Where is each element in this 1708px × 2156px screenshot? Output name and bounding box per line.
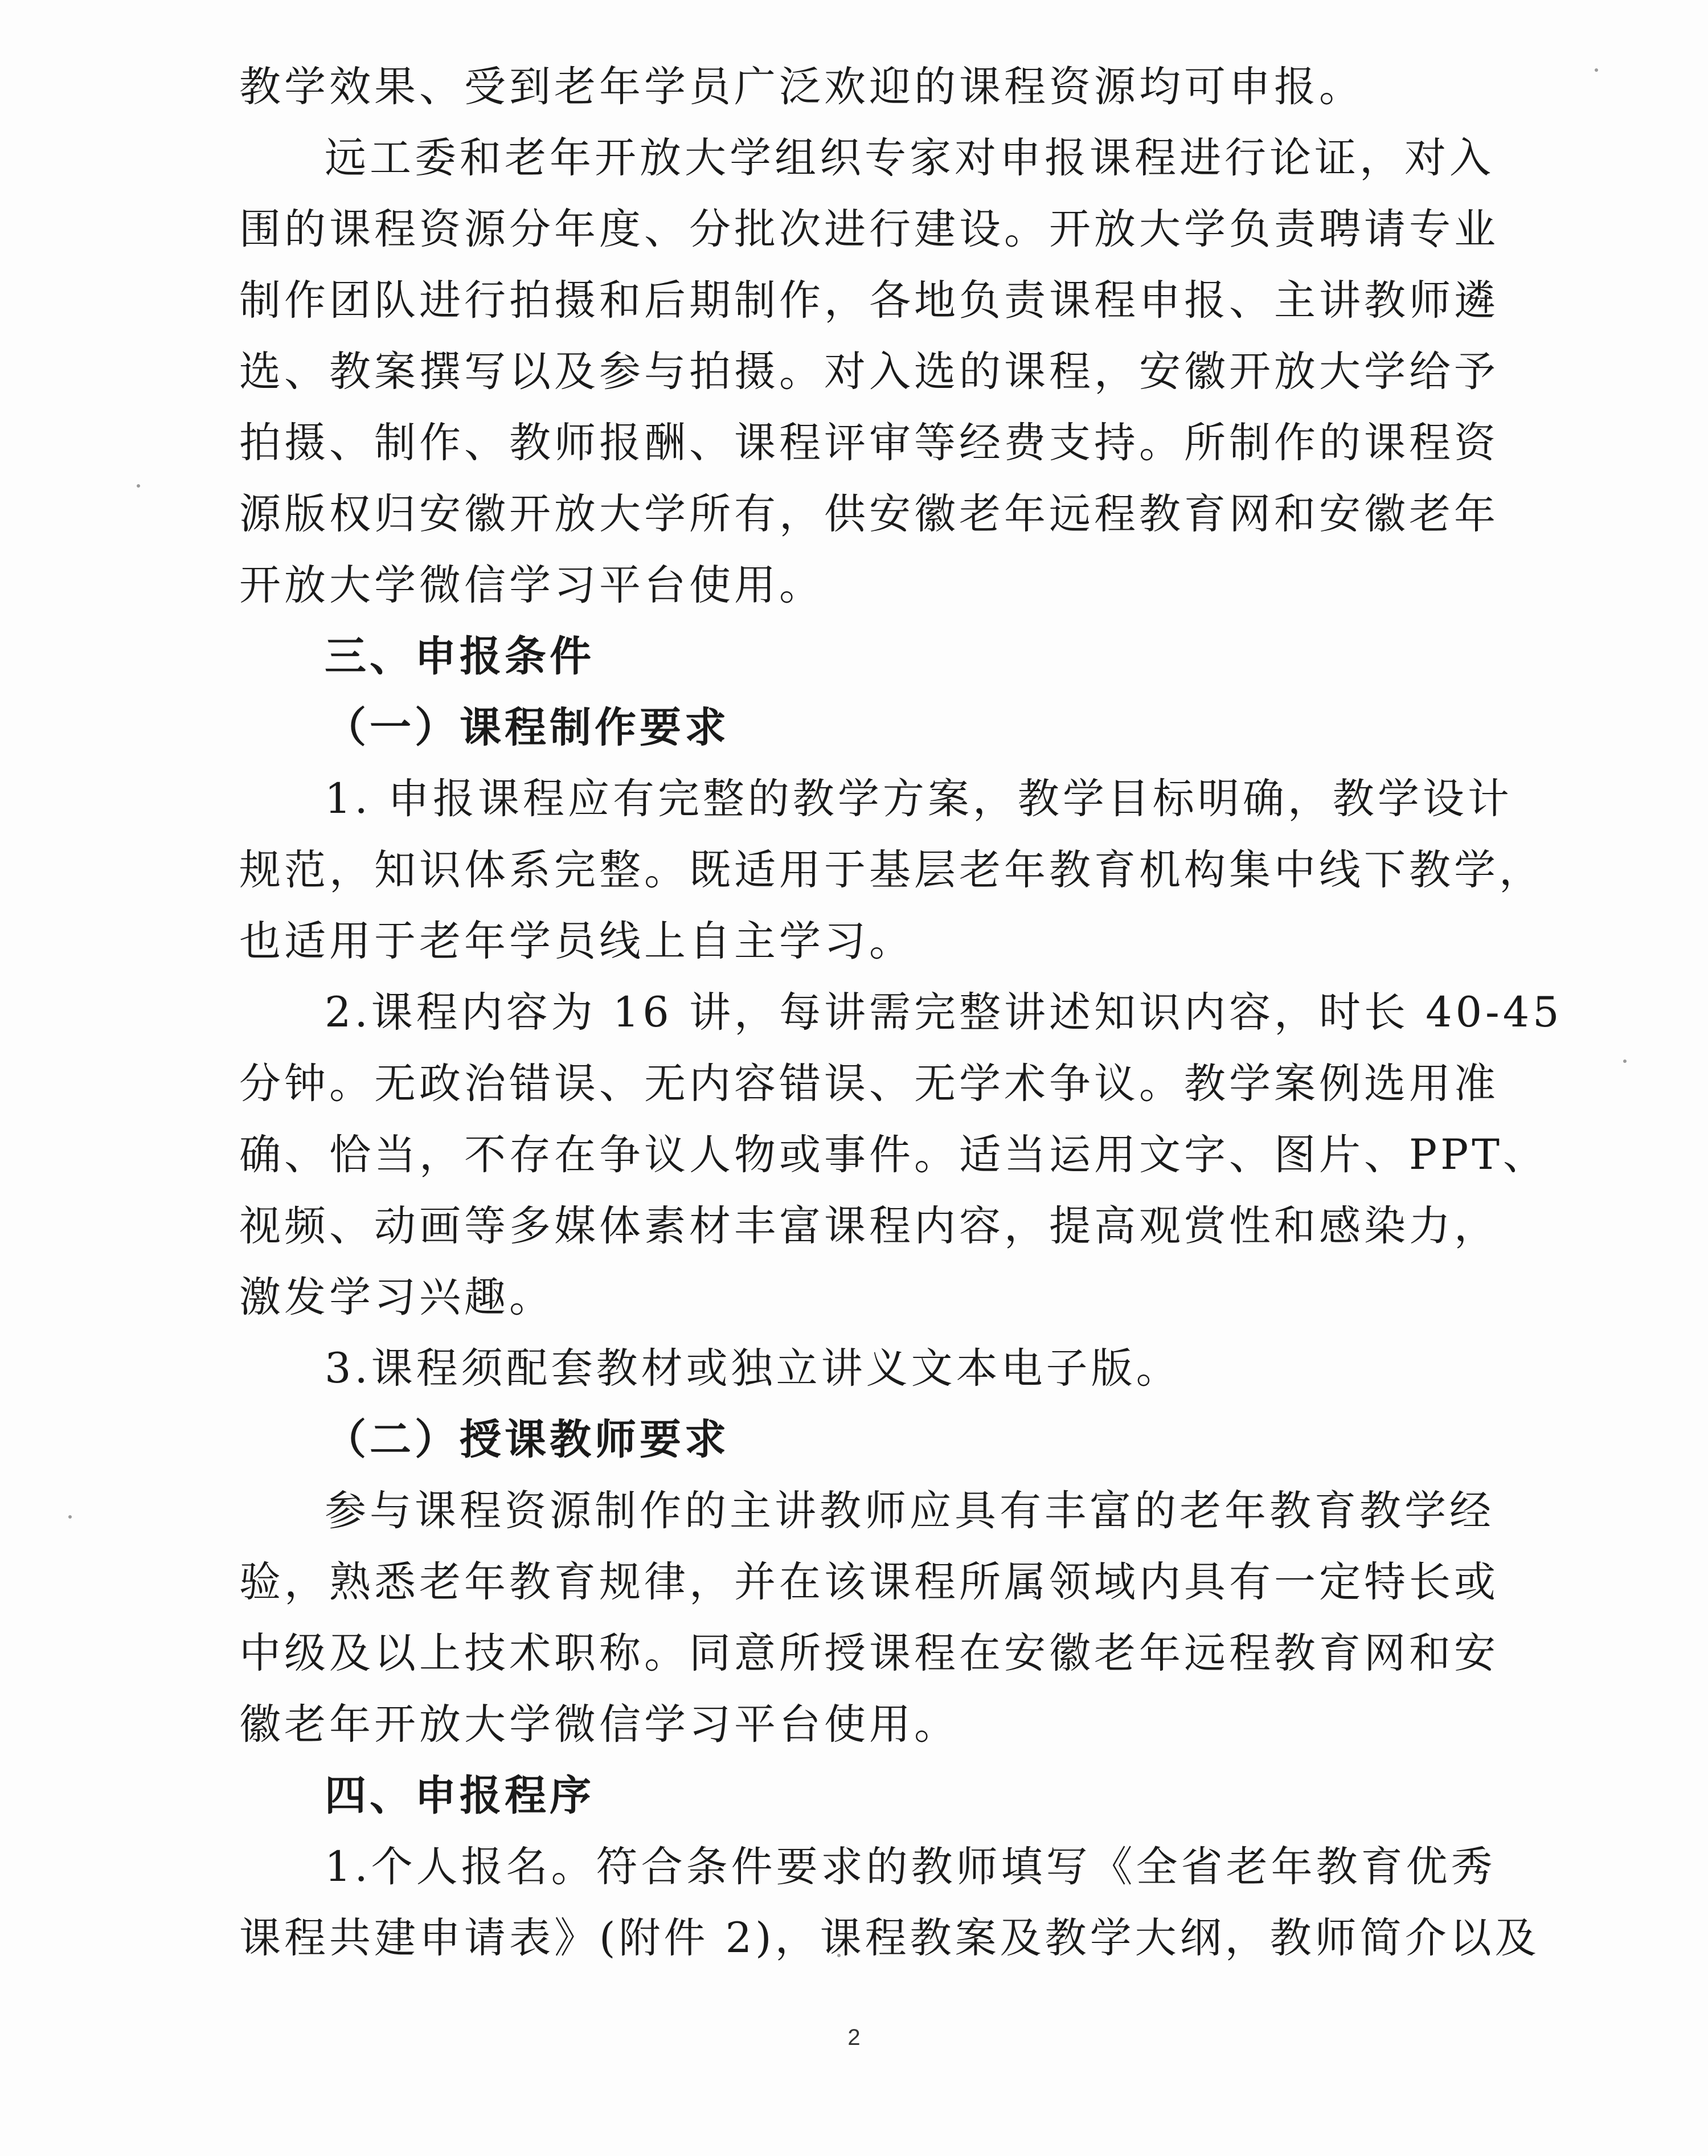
text-line: 验，熟悉老年教育规律，并在该课程所属领域内具有一定特长或: [239, 1558, 1499, 1606]
section-heading: 三、申报条件: [325, 632, 595, 681]
text-line: 也适用于老年学员线上自主学习。: [239, 917, 914, 966]
text-line: 1.个人报名。符合条件要求的教师填写《全省老年教育优秀: [325, 1843, 1496, 1891]
text-line: 规范，知识体系完整。既适用于基层老年教育机构集中线下教学，: [239, 846, 1544, 894]
text-line: 远工委和老年开放大学组织专家对申报课程进行论证，对入: [325, 134, 1494, 182]
text-line: 3.课程须配套教材或独立讲义文本电子版。: [325, 1344, 1181, 1393]
paragraph: [239, 122, 1532, 621]
paragraph: [239, 51, 1532, 122]
text-line: 围的课程资源分年度、分批次进行建设。开放大学负责聘请专业: [239, 205, 1499, 253]
scan-speck: [1595, 68, 1598, 72]
paragraph: [239, 763, 1544, 977]
text-line: 中级及以上技术职称。同意所授课程在安徽老年远程教育网和安: [239, 1629, 1499, 1678]
text-line: 开放大学微信学习平台使用。: [239, 561, 824, 609]
paragraph: [239, 1831, 1540, 1974]
page-number: 2: [847, 2025, 861, 2050]
paragraph: [239, 1333, 1532, 1404]
document-body: [239, 51, 1563, 1974]
section-heading: 四、申报程序: [325, 1772, 595, 1820]
scan-speck: [137, 484, 140, 488]
scan-speck: [1623, 1059, 1627, 1063]
text-line: 拍摄、制作、教师报酬、课程评审等经费支持。所制作的课程资: [239, 419, 1499, 467]
text-line: 分钟。无政治错误、无内容错误、无学术争议。教学案例选用准: [239, 1059, 1499, 1108]
text-line: 源版权归安徽开放大学所有，供安徽老年远程教育网和安徽老年: [239, 490, 1499, 538]
text-line: 2.课程内容为 16 讲，每讲需完整讲述知识内容，时长 40-45: [325, 988, 1563, 1037]
text-line: 确、恰当，不存在争议人物或事件。适当运用文字、图片、PPT、: [239, 1131, 1548, 1179]
text-line: 激发学习兴趣。: [239, 1273, 554, 1322]
text-line: 课程共建申请表》(附件 2)，课程教案及教学大纲，教师简介以及: [239, 1914, 1540, 1962]
scan-speck: [68, 1515, 72, 1519]
text-line: 1. 申报课程应有完整的教学方案，教学目标明确，教学设计: [325, 775, 1513, 823]
text-line: 教学效果、受到老年学员广泛欢迎的课程资源均可申报。: [239, 63, 1364, 111]
text-line: 制作团队进行拍摄和后期制作，各地负责课程申报、主讲教师遴: [239, 276, 1499, 325]
paragraph: [239, 977, 1563, 1333]
text-line: 徽老年开放大学微信学习平台使用。: [239, 1700, 959, 1749]
subsection-heading: （一）课程制作要求: [325, 703, 730, 752]
text-line: 选、教案撰写以及参与拍摄。对入选的课程，安徽开放大学给予: [239, 347, 1499, 396]
text-line: 参与课程资源制作的主讲教师应具有丰富的老年教育教学经: [325, 1487, 1494, 1535]
text-line: 视频、动画等多媒体素材丰富课程内容，提高观赏性和感染力，: [239, 1202, 1499, 1250]
paragraph: [239, 1475, 1532, 1760]
subsection-heading: （二）授课教师要求: [325, 1415, 730, 1464]
